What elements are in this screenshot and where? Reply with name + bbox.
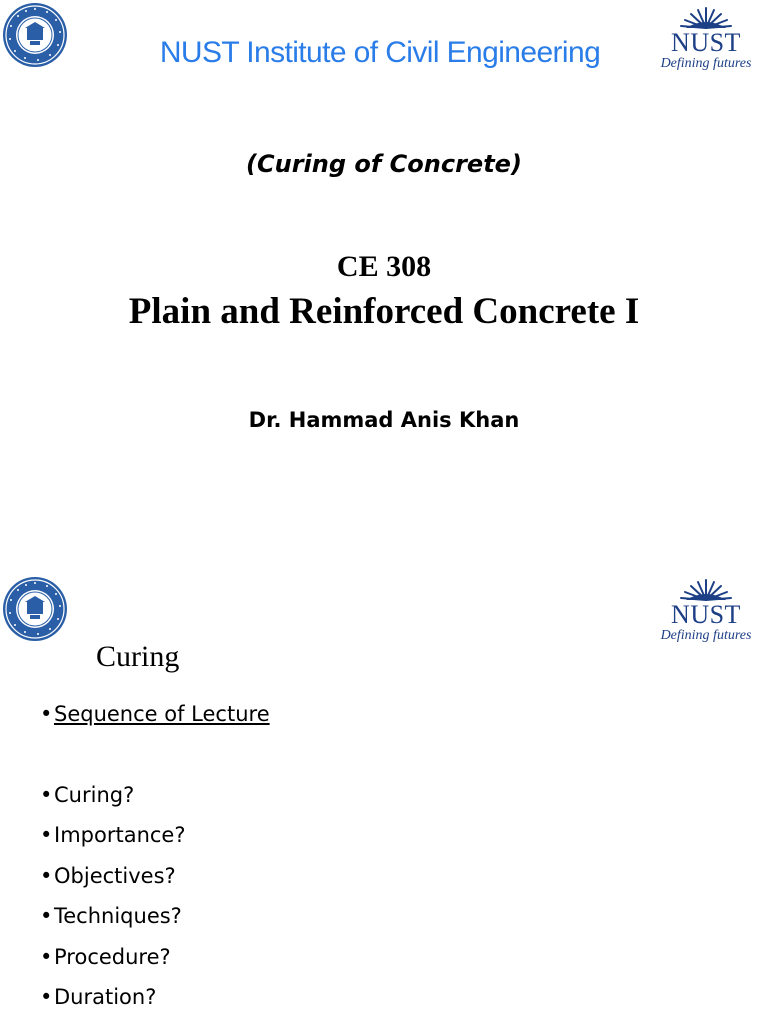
bullet-item bbox=[40, 896, 270, 937]
bullet-item bbox=[40, 856, 270, 897]
bullet-heading-text: Sequence of Lecture bbox=[54, 702, 270, 726]
nust-logo-word: NUST bbox=[671, 28, 741, 57]
nust-logo-word: NUST bbox=[671, 600, 741, 629]
bullet-item-text: Importance? bbox=[54, 823, 186, 847]
sunburst-icon bbox=[676, 4, 736, 30]
course-name: Plain and Reinforced Concrete I bbox=[128, 291, 640, 332]
bullet-item bbox=[40, 775, 270, 816]
bullet-marker: • bbox=[40, 863, 53, 888]
bullet-item-text: Curing? bbox=[54, 782, 135, 807]
bullet-heading bbox=[40, 694, 270, 735]
nust-logo-tagline: Defining futures bbox=[660, 628, 752, 643]
nust-logo bbox=[646, 4, 766, 76]
bullet-marker: • bbox=[40, 782, 53, 807]
bullet-marker: • bbox=[40, 944, 53, 969]
nust-logo bbox=[646, 576, 766, 648]
bullet-marker: • bbox=[40, 904, 53, 928]
institute-title: NUST Institute of Civil Engineering bbox=[159, 36, 601, 69]
instructor-name: Dr. Hammad Anis Khan bbox=[248, 408, 520, 432]
bullet-item bbox=[40, 977, 270, 1018]
slide-title: Curing bbox=[96, 640, 180, 673]
course-code: CE 308 bbox=[336, 250, 432, 283]
bullet-list bbox=[40, 694, 270, 1018]
bullet-item-text: Techniques? bbox=[54, 904, 182, 928]
university-seal-icon bbox=[2, 576, 68, 642]
outline-slide bbox=[0, 572, 768, 1024]
sunburst-icon bbox=[676, 576, 736, 602]
bullet-item-text: Duration? bbox=[54, 985, 157, 1009]
nust-logo-tagline: Defining futures bbox=[660, 56, 752, 71]
bullet-marker: • bbox=[40, 985, 53, 1009]
bullet-marker: • bbox=[40, 702, 53, 726]
bullet-marker: • bbox=[40, 823, 53, 847]
lecture-subtitle: (Curing of Concrete) bbox=[246, 150, 522, 178]
university-seal-icon bbox=[2, 2, 68, 68]
bullet-item-text: Objectives? bbox=[54, 863, 176, 888]
bullet-item bbox=[40, 937, 270, 978]
bullet-item bbox=[40, 815, 270, 856]
bullet-item-text: Procedure? bbox=[54, 944, 171, 969]
